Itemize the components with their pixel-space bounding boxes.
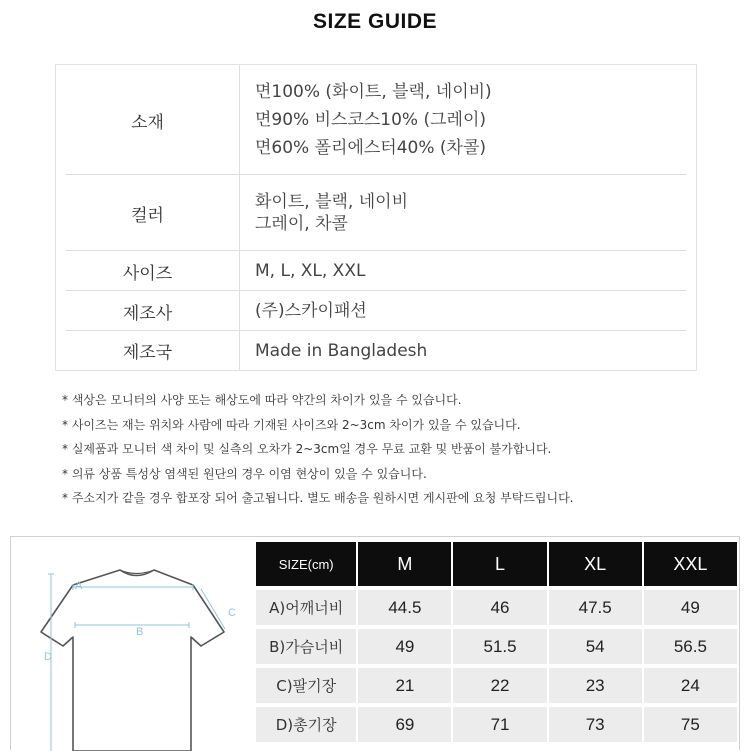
table-cell: 51.5 — [453, 629, 548, 668]
table-cell: 54 — [549, 629, 644, 668]
info-value — [255, 175, 686, 251]
size-table-header — [256, 542, 739, 590]
table-cell: 22 — [453, 668, 548, 707]
table-cell: 44.5 — [358, 590, 453, 629]
header-cell: M — [358, 542, 453, 590]
size-table — [256, 542, 739, 746]
table-cell: 24 — [644, 668, 739, 707]
header-cell: XXL — [644, 542, 739, 590]
info-value-line: Made in Bangladesh — [255, 340, 428, 361]
table-cell: 46 — [453, 590, 548, 629]
info-label: 컬러 — [131, 205, 164, 226]
table-cell: 69 — [358, 707, 453, 746]
table-cell: 56.5 — [644, 629, 739, 668]
info-value — [255, 251, 686, 291]
info-value-line: 면60% 폴리에스터40% (차콜) — [255, 138, 487, 158]
table-cell: 71 — [453, 707, 548, 746]
measure-label-d: D — [44, 651, 52, 663]
header-cell: XL — [549, 542, 644, 590]
product-info-table — [55, 64, 697, 371]
info-label: 제조국 — [122, 343, 173, 363]
notice-item: * 사이즈는 재는 위치와 사람에 따라 기재된 사이즈와 2~3cm 차이가 있을 수 있습니다. — [62, 417, 521, 432]
tshirt-outline-icon — [41, 570, 224, 751]
notice-list — [62, 388, 742, 511]
table-row — [256, 668, 739, 707]
header-cell: L — [453, 542, 548, 590]
info-value-line: M, L, XL, XXL — [255, 261, 366, 281]
table-row — [256, 707, 739, 746]
info-label: 사이즈 — [122, 263, 173, 284]
table-row — [256, 629, 739, 668]
info-value-line: (주)스카이패션 — [255, 301, 367, 321]
tshirt-diagram — [11, 537, 261, 751]
header-cell: SIZE(cm) — [256, 542, 358, 590]
measure-label-c: C — [228, 607, 236, 619]
row-label: D)총기장 — [256, 707, 358, 746]
info-row-material — [56, 65, 696, 175]
table-cell: 49 — [358, 629, 453, 668]
info-row-origin — [56, 331, 696, 370]
info-value-line: 화이트, 블랙, 네이비 — [255, 192, 408, 212]
measure-label-a: A — [75, 580, 83, 592]
info-value — [255, 291, 686, 331]
table-cell: 73 — [549, 707, 644, 746]
info-value-line: 면100% (화이트, 블랙, 네이비) — [255, 82, 492, 102]
info-value — [255, 65, 686, 175]
info-row-color — [56, 175, 696, 251]
row-label: B)가슴너비 — [256, 629, 358, 668]
row-label: C)팔기장 — [256, 668, 358, 707]
table-cell: 75 — [644, 707, 739, 746]
info-label: 소재 — [131, 112, 164, 133]
page-title: SIZE GUIDE — [312, 10, 438, 33]
info-value-line: 면90% 비스코스10% (그레이) — [255, 110, 487, 130]
measure-label-b: B — [136, 626, 144, 638]
notice-item: * 의류 상품 특성상 염색된 원단의 경우 이염 현상이 있을 수 있습니다. — [62, 466, 427, 481]
notice-item: * 주소지가 같을 경우 합포장 되어 출고됩니다. 별도 배송을 원하시면 게시판에 요청 부탁드립니다. — [62, 491, 574, 506]
info-row-manufacturer — [56, 291, 696, 331]
info-row-size — [56, 251, 696, 291]
info-label: 제조사 — [122, 303, 173, 324]
info-value — [255, 331, 686, 370]
table-cell: 47.5 — [549, 590, 644, 629]
info-value-line: 그레이, 차콜 — [255, 214, 348, 234]
table-cell: 21 — [358, 668, 453, 707]
table-cell: 23 — [549, 668, 644, 707]
table-row — [256, 590, 739, 629]
notice-item: * 실제품과 모니터 색 차이 및 실측의 오차가 2~3cm일 경우 무료 교환 및 반품이 불가합니다. — [62, 442, 552, 457]
measurement-section — [10, 536, 740, 750]
table-cell: 49 — [644, 590, 739, 629]
row-label: A)어깨너비 — [256, 590, 358, 629]
notice-item: * 색상은 모니터의 사양 또는 해상도에 따라 약간의 차이가 있을 수 있습니다. — [62, 393, 462, 407]
